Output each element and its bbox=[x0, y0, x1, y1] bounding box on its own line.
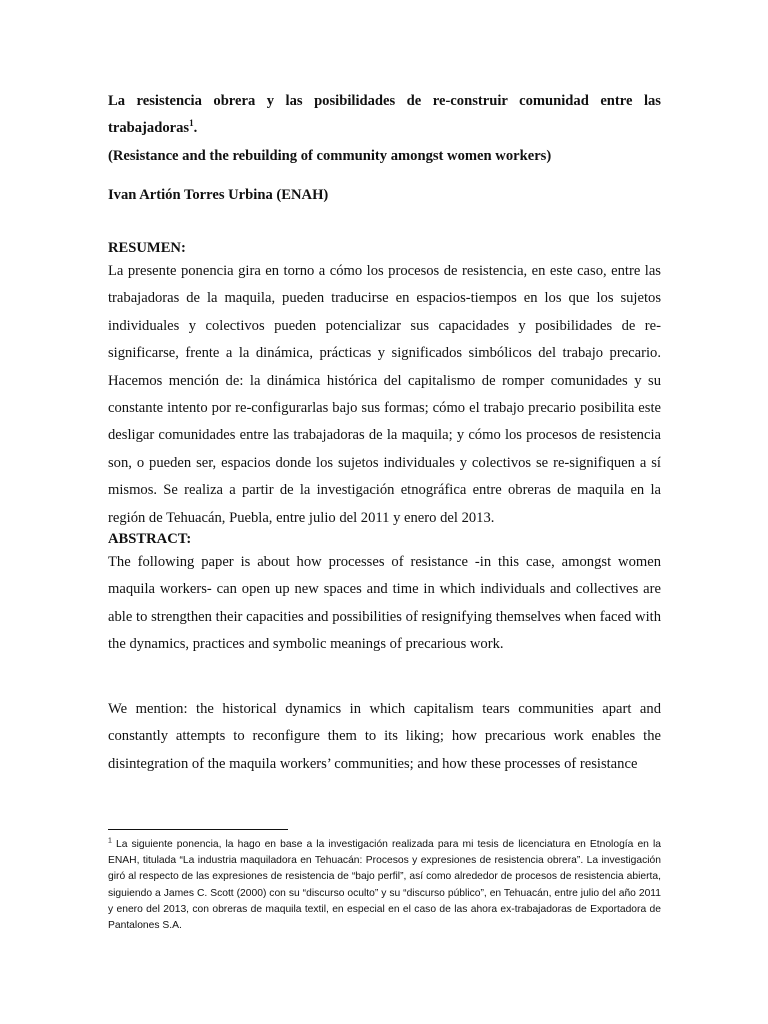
resumen-heading: RESUMEN: bbox=[108, 240, 186, 256]
footnote bbox=[108, 837, 661, 934]
abstract-paragraph-2: We mention: the historical dynamics in which capitalism tears communities apart and constantly attempts to reconfigure them to its liking; how precarious work enables the disintegration of the maquila workers’ communities; and how these processes of resistance bbox=[108, 701, 661, 772]
abstract-paragraph-1: The following paper is about how processes of resistance -in this case, amongst women maquila workers- can open up new spaces and time in which individuals and collectives are able to strengthen their capacities and possibilities of resignifying themselves when faced with the dynamics, practices and symbolic meanings of precarious work. bbox=[108, 554, 661, 653]
paper-title-english: (Resistance and the rebuilding of community amongst women workers) bbox=[108, 148, 552, 164]
resumen-paragraph: La presente ponencia gira en torno a cómo los procesos de resistencia, en este caso, entre las trabajadoras de la maquila, pueden traducirse en espacios-tiempos en los que los sujetos individuales y colectivos pueden potencializar sus capacidades y posibilidades de re-significarse, frente a la dinámica, prácticas y significados simbólicos del trabajo precario. Hacemos mención de: la dinámica histórica del capitalismo de romper comunidades y su constante intento por re-configurarlas bajo sus formas; cómo el trabajo precario posibilita este desligar comunidades entre las trabajadoras de la maquila; y cómo los procesos de resistencia son, o pueden ser, espacios donde los sujetos individuales y colectivos se re-signifiquen a sí mismos. Se realiza a partir de la investigación etnográfica entre obreras de maquila en la región de Tehuacán, Puebla, entre julio del 2011 y enero del 2013. bbox=[108, 263, 661, 526]
footnote-text: La siguiente ponencia, la hago en base a la investigación realizada para mi tesis de licenciatura en Etnología en la ENAH, titulada “La industria maquiladora en Tehuacán: Procesos y expresiones de resistencia obrera”. La investigación giró al respecto de las expresiones de resistencia de “bajo perfil”, así como alrededor de procesos de resistencia abierta, siguiendo a James C. Scott (2000) con su “discurso oculto” y su “discurso público”, en Tehuacán, entre julio del año 2011 y enero del 2013, con obreras de maquila textil, en especial en el caso de las ahora ex-trabajadoras de Exportadora de Pantalones S.A. bbox=[108, 839, 661, 932]
abstract-heading: ABSTRACT: bbox=[108, 531, 192, 547]
author-line: Ivan Artión Torres Urbina (ENAH) bbox=[108, 187, 329, 203]
paper-title-period: . bbox=[193, 120, 198, 136]
paper-title-text: La resistencia obrera y las posibilidades de re-construir comunidad entre las trabajadoras bbox=[108, 93, 661, 136]
footnote-mark: 1 bbox=[108, 837, 112, 845]
footnote-separator bbox=[108, 829, 288, 830]
footnote-reference: 1 bbox=[189, 118, 194, 129]
paper-title bbox=[108, 88, 661, 142]
